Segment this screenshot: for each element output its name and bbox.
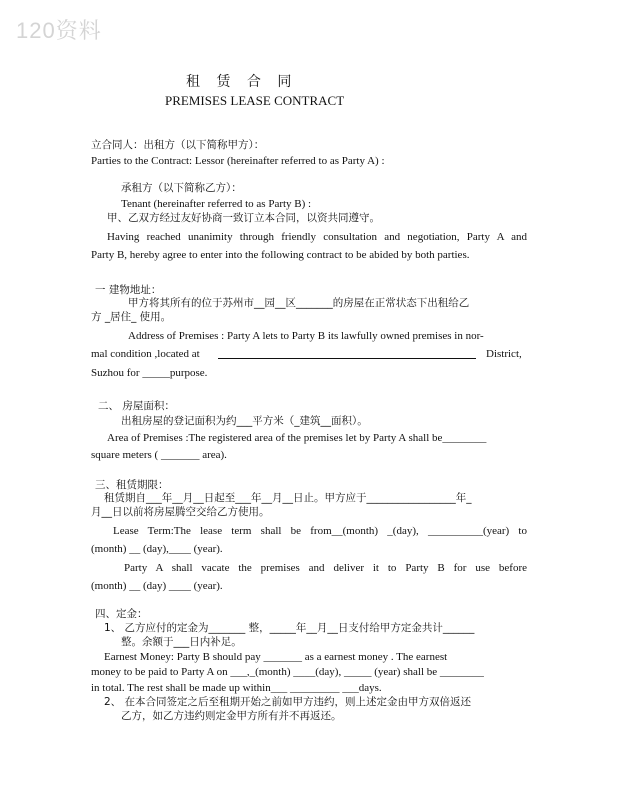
section4-zh-line4: 乙方，如乙方违约则定金甲方所有并不再返还。	[121, 710, 342, 722]
title-chinese: 租 赁 合 同	[186, 74, 298, 90]
lessor-zh: 立合同人：出租方（以下简称甲方）：	[91, 139, 265, 151]
section4-en-line2: money to be paid to Party A on ___,_(month) ____(day), _____ (year) shall be ________	[91, 666, 484, 678]
section4-zh-line1: 1、 乙方应付的定金为_______ 整，_____年__月__日支付给甲方定金共计______	[104, 622, 475, 634]
tenant-zh: 承租方（以下简称乙方）：	[121, 182, 242, 194]
section1-en-line3: Suzhou for _____purpose.	[91, 367, 208, 379]
agreement-en-line2: Party B, hereby agree to enter into the following contract to be abided by both parties.	[91, 249, 470, 261]
section3-heading: 三、租赁期限：	[95, 479, 169, 491]
section1-en-line1: Address of Premises : Party A lets to Party B its lawfully owned premises in nor-	[128, 330, 484, 342]
section1-en-line2a: mal condition ,located at	[91, 348, 200, 360]
section2-en-line2: square meters ( _______ area).	[91, 449, 227, 461]
section3-en-line2: (month) __ (day),____ (year).	[91, 543, 223, 555]
title-english: PREMISES LEASE CONTRACT	[165, 93, 345, 108]
agreement-en-line1: Having reached unanimity through friendly consultation and negotiation, Party A and	[107, 231, 527, 243]
section2-heading: 二、 房屋面积：	[98, 400, 175, 412]
section3-zh-line1: 租赁期自___年__月__日起至___年__月__日止。甲方应于_________________年_	[104, 492, 472, 504]
section2-en-line1: Area of Premises :The registered area of the premises let by Party A shall be________	[107, 432, 487, 444]
section4-en-line3: in total. The rest shall be made up within___ _________ ___days.	[91, 682, 382, 694]
section4-zh-line2: 整。余额于___日内补足。	[121, 636, 242, 648]
agreement-zh: 甲、乙双方经过友好协商一致订立本合同，以资共同遵守。	[107, 212, 380, 224]
section1-zh-line2: 方 _居住_ 使用。	[91, 311, 172, 323]
section2-zh-line1: 出租房屋的登记面积为约___平方米（_建筑__面积）。	[121, 415, 368, 427]
section3-zh-line2: 月__日以前将房屋腾空交给乙方使用。	[91, 506, 270, 518]
section1-en-line2b: District,	[486, 348, 522, 360]
section3-en-line3: Party A shall vacate the premises and deliver it to Party B for use before	[124, 562, 527, 574]
tenant-en: Tenant (hereinafter referred to as Party B) :	[121, 198, 312, 210]
section3-en-line1: Lease Term:The lease term shall be from__(month) _(day), __________(year) to	[113, 525, 527, 537]
section4-en-line1: Earnest Money: Party B should pay _______ as a earnest money . The earnest	[104, 651, 448, 663]
section3-en-line4: (month) __ (day) ____ (year).	[91, 580, 223, 592]
watermark-logo: 120资料	[16, 18, 102, 43]
lessor-en: Parties to the Contract: Lessor (hereinafter referred to as Party A) :	[91, 155, 385, 167]
section1-zh-line1: 甲方将其所有的位于苏州市__园__区_______的房屋在正常状态下出租给乙	[128, 297, 470, 309]
section1-heading: 一 建物地址：	[95, 284, 162, 296]
section4-zh-line3: 2、 在本合同签定之后至租期开始之前如甲方违约，则上述定金由甲方双倍返还	[104, 696, 472, 708]
section4-heading: 四、定金：	[95, 608, 148, 620]
address-blank-line	[218, 358, 476, 359]
